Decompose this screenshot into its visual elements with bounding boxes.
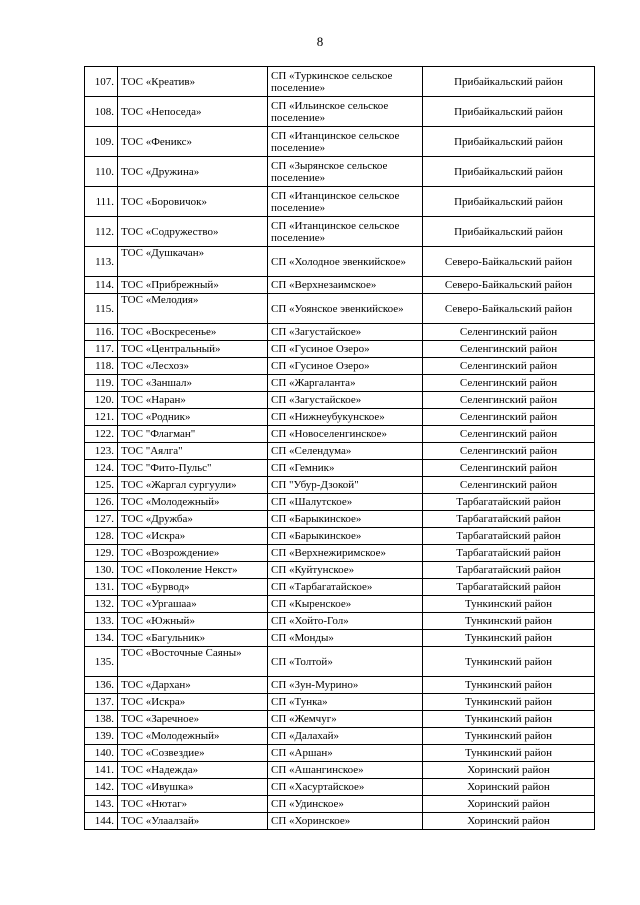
table-row xyxy=(85,247,595,277)
table-row xyxy=(85,562,595,579)
district-name: Тункинский район xyxy=(423,630,595,647)
district-name: Хоринский район xyxy=(423,779,595,796)
district-name: Тункинский район xyxy=(423,677,595,694)
table-row xyxy=(85,409,595,426)
tos-name: ТОС «Центральный» xyxy=(118,341,268,358)
tos-name: ТОС «Ивушка» xyxy=(118,779,268,796)
row-number: 134. xyxy=(85,630,118,647)
settlement-name: СП «Хасуртайское» xyxy=(268,779,423,796)
table-row xyxy=(85,358,595,375)
row-number: 110. xyxy=(85,157,118,187)
row-number: 111. xyxy=(85,187,118,217)
row-number: 127. xyxy=(85,511,118,528)
settlement-name: СП «Барыкинское» xyxy=(268,528,423,545)
tos-name: ТОС «Южный» xyxy=(118,613,268,630)
district-name: Северо-Байкальский район xyxy=(423,277,595,294)
tos-name: ТОС «Дархан» xyxy=(118,677,268,694)
tos-name: ТОС «Багульник» xyxy=(118,630,268,647)
settlement-name: СП «Аршан» xyxy=(268,745,423,762)
table-row xyxy=(85,630,595,647)
tos-name: ТОС «Нютаг» xyxy=(118,796,268,813)
settlement-name: СП «Гусиное Озеро» xyxy=(268,341,423,358)
district-name: Тарбагатайский район xyxy=(423,545,595,562)
settlement-name: СП «Хойто-Гол» xyxy=(268,613,423,630)
table-row xyxy=(85,596,595,613)
table-row xyxy=(85,677,595,694)
tos-name: ТОС «Надежда» xyxy=(118,762,268,779)
tos-name: ТОС "Аялга" xyxy=(118,443,268,460)
table-row xyxy=(85,426,595,443)
district-name: Селенгинский район xyxy=(423,341,595,358)
district-name: Прибайкальский район xyxy=(423,127,595,157)
row-number: 138. xyxy=(85,711,118,728)
row-number: 109. xyxy=(85,127,118,157)
row-number: 112. xyxy=(85,217,118,247)
district-name: Тункинский район xyxy=(423,694,595,711)
settlement-name: СП «Гемник» xyxy=(268,460,423,477)
settlement-name: СП «Кыренское» xyxy=(268,596,423,613)
row-number: 116. xyxy=(85,324,118,341)
row-number: 115. xyxy=(85,294,118,324)
settlement-name: СП «Верхнезаимское» xyxy=(268,277,423,294)
settlement-name: СП «Жаргаланта» xyxy=(268,375,423,392)
settlement-name: СП «Селендума» xyxy=(268,443,423,460)
table-row xyxy=(85,157,595,187)
row-number: 132. xyxy=(85,596,118,613)
row-number: 125. xyxy=(85,477,118,494)
tos-name: ТОС «Бурвод» xyxy=(118,579,268,596)
settlement-name: СП «Толтой» xyxy=(268,647,423,677)
table-row xyxy=(85,217,595,247)
row-number: 113. xyxy=(85,247,118,277)
tos-name: ТОС "Фито-Пульс" xyxy=(118,460,268,477)
row-number: 135. xyxy=(85,647,118,677)
table-row xyxy=(85,460,595,477)
settlement-name: СП «Жемчуг» xyxy=(268,711,423,728)
settlement-name: СП «Шалутское» xyxy=(268,494,423,511)
table-row xyxy=(85,579,595,596)
table-row xyxy=(85,511,595,528)
table-row xyxy=(85,728,595,745)
tos-name: ТОС «Лесхоз» xyxy=(118,358,268,375)
tos-name: ТОС «Жаргал сургуули» xyxy=(118,477,268,494)
district-name: Тарбагатайский район xyxy=(423,511,595,528)
settlement-name: СП «Тарбагатайское» xyxy=(268,579,423,596)
tos-name: ТОС «Креатив» xyxy=(118,67,268,97)
row-number: 128. xyxy=(85,528,118,545)
table-row xyxy=(85,392,595,409)
tos-name: ТОС «Душкачан» xyxy=(118,247,268,277)
row-number: 107. xyxy=(85,67,118,97)
settlement-name: СП «Ильинское сельское поселение» xyxy=(268,97,423,127)
row-number: 118. xyxy=(85,358,118,375)
district-name: Тарбагатайский район xyxy=(423,579,595,596)
settlement-name: СП «Ашангинское» xyxy=(268,762,423,779)
tos-name: ТОС «Искра» xyxy=(118,528,268,545)
district-name: Хоринский район xyxy=(423,762,595,779)
table-row xyxy=(85,97,595,127)
settlement-name: СП «Далахай» xyxy=(268,728,423,745)
table-row xyxy=(85,477,595,494)
settlement-name: СП «Нижнеубукунское» xyxy=(268,409,423,426)
row-number: 123. xyxy=(85,443,118,460)
district-name: Тункинский район xyxy=(423,711,595,728)
table-row xyxy=(85,613,595,630)
tos-name: ТОС «Мелодия» xyxy=(118,294,268,324)
row-number: 130. xyxy=(85,562,118,579)
tos-name: ТОС «Поколение Некст» xyxy=(118,562,268,579)
row-number: 119. xyxy=(85,375,118,392)
tos-name: ТОС «Дружба» xyxy=(118,511,268,528)
row-number: 117. xyxy=(85,341,118,358)
table-row xyxy=(85,813,595,830)
table-row xyxy=(85,277,595,294)
tos-registry-table xyxy=(84,66,595,830)
table-row xyxy=(85,762,595,779)
row-number: 124. xyxy=(85,460,118,477)
tos-name: ТОС «Наран» xyxy=(118,392,268,409)
tos-name: ТОС «Боровичок» xyxy=(118,187,268,217)
table-row xyxy=(85,745,595,762)
settlement-name: СП «Зун-Мурино» xyxy=(268,677,423,694)
district-name: Хоринский район xyxy=(423,813,595,830)
row-number: 142. xyxy=(85,779,118,796)
table-row xyxy=(85,711,595,728)
district-name: Тарбагатайский район xyxy=(423,494,595,511)
settlement-name: СП «Куйтунское» xyxy=(268,562,423,579)
settlement-name: СП «Уоянское эвенкийское» xyxy=(268,294,423,324)
settlement-name: СП «Хоринское» xyxy=(268,813,423,830)
district-name: Прибайкальский район xyxy=(423,97,595,127)
district-name: Прибайкальский район xyxy=(423,157,595,187)
settlement-name: СП «Верхнежиримское» xyxy=(268,545,423,562)
row-number: 137. xyxy=(85,694,118,711)
district-name: Прибайкальский район xyxy=(423,67,595,97)
district-name: Тарбагатайский район xyxy=(423,562,595,579)
table-body xyxy=(85,67,595,830)
tos-name: ТОС «Искра» xyxy=(118,694,268,711)
tos-name: ТОС «Содружество» xyxy=(118,217,268,247)
row-number: 140. xyxy=(85,745,118,762)
settlement-name: СП «Монды» xyxy=(268,630,423,647)
settlement-name: СП «Удинское» xyxy=(268,796,423,813)
settlement-name: СП "Убур-Дзокой" xyxy=(268,477,423,494)
settlement-name: СП «Холодное эвенкийское» xyxy=(268,247,423,277)
tos-name: ТОС «Дружина» xyxy=(118,157,268,187)
district-name: Селенгинский район xyxy=(423,460,595,477)
district-name: Тункинский район xyxy=(423,647,595,677)
district-name: Тарбагатайский район xyxy=(423,528,595,545)
tos-name: ТОС «Возрождение» xyxy=(118,545,268,562)
row-number: 143. xyxy=(85,796,118,813)
table-row xyxy=(85,341,595,358)
settlement-name: СП «Загустайское» xyxy=(268,324,423,341)
table-row xyxy=(85,375,595,392)
district-name: Северо-Байкальский район xyxy=(423,294,595,324)
tos-name: ТОС «Восточные Саяны» xyxy=(118,647,268,677)
district-name: Прибайкальский район xyxy=(423,187,595,217)
table-row xyxy=(85,324,595,341)
settlement-name: СП «Итанцинское сельское поселение» xyxy=(268,217,423,247)
table-row xyxy=(85,779,595,796)
district-name: Селенгинский район xyxy=(423,375,595,392)
settlement-name: СП «Итанцинское сельское поселение» xyxy=(268,127,423,157)
tos-name: ТОС «Молодежный» xyxy=(118,728,268,745)
table-row xyxy=(85,545,595,562)
row-number: 129. xyxy=(85,545,118,562)
row-number: 131. xyxy=(85,579,118,596)
tos-name: ТОС «Молодежный» xyxy=(118,494,268,511)
settlement-name: СП «Барыкинское» xyxy=(268,511,423,528)
row-number: 121. xyxy=(85,409,118,426)
row-number: 144. xyxy=(85,813,118,830)
district-name: Хоринский район xyxy=(423,796,595,813)
district-name: Тункинский район xyxy=(423,745,595,762)
page-number: 8 xyxy=(316,34,324,49)
tos-name: ТОС «Созвездие» xyxy=(118,745,268,762)
row-number: 126. xyxy=(85,494,118,511)
district-name: Селенгинский район xyxy=(423,426,595,443)
district-name: Селенгинский район xyxy=(423,358,595,375)
row-number: 136. xyxy=(85,677,118,694)
tos-name: ТОС «Воскресенье» xyxy=(118,324,268,341)
tos-name: ТОС «Заншал» xyxy=(118,375,268,392)
tos-name: ТОС «Ургашаа» xyxy=(118,596,268,613)
tos-name: ТОС «Непоседа» xyxy=(118,97,268,127)
settlement-name: СП «Итанцинское сельское поселение» xyxy=(268,187,423,217)
district-name: Тункинский район xyxy=(423,728,595,745)
district-name: Тункинский район xyxy=(423,613,595,630)
district-name: Селенгинский район xyxy=(423,392,595,409)
tos-name: ТОС «Феникс» xyxy=(118,127,268,157)
table-row xyxy=(85,127,595,157)
settlement-name: СП «Тунка» xyxy=(268,694,423,711)
district-name: Северо-Байкальский район xyxy=(423,247,595,277)
settlement-name: СП «Туркинское сельское поселение» xyxy=(268,67,423,97)
tos-name: ТОС «Заречное» xyxy=(118,711,268,728)
row-number: 114. xyxy=(85,277,118,294)
table-row xyxy=(85,294,595,324)
table-row xyxy=(85,443,595,460)
district-name: Селенгинский район xyxy=(423,477,595,494)
table-row xyxy=(85,494,595,511)
settlement-name: СП «Гусиное Озеро» xyxy=(268,358,423,375)
tos-name: ТОС «Прибрежный» xyxy=(118,277,268,294)
district-name: Прибайкальский район xyxy=(423,217,595,247)
settlement-name: СП «Новоселенгинское» xyxy=(268,426,423,443)
tos-name: ТОС "Флагман" xyxy=(118,426,268,443)
row-number: 120. xyxy=(85,392,118,409)
settlement-name: СП «Загустайское» xyxy=(268,392,423,409)
tos-name: ТОС «Родник» xyxy=(118,409,268,426)
row-number: 141. xyxy=(85,762,118,779)
table-row xyxy=(85,647,595,677)
row-number: 139. xyxy=(85,728,118,745)
tos-name: ТОС «Улаалзай» xyxy=(118,813,268,830)
district-name: Селенгинский район xyxy=(423,409,595,426)
row-number: 133. xyxy=(85,613,118,630)
table-row xyxy=(85,694,595,711)
row-number: 122. xyxy=(85,426,118,443)
table-row xyxy=(85,187,595,217)
table-row xyxy=(85,796,595,813)
table-row xyxy=(85,67,595,97)
district-name: Тункинский район xyxy=(423,596,595,613)
table-row xyxy=(85,528,595,545)
district-name: Селенгинский район xyxy=(423,443,595,460)
district-name: Селенгинский район xyxy=(423,324,595,341)
settlement-name: СП «Зырянское сельское поселение» xyxy=(268,157,423,187)
row-number: 108. xyxy=(85,97,118,127)
